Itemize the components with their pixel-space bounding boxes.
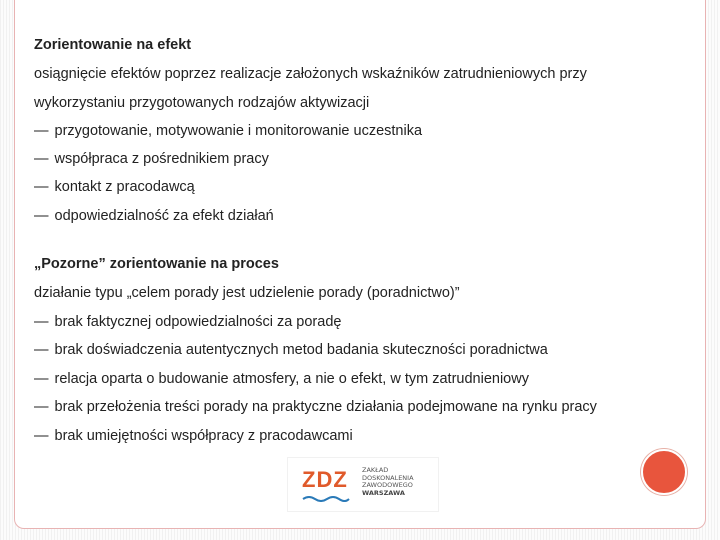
bullet-text: odpowiedzialność za efekt działań [54, 208, 274, 224]
section2-description: działanie typu „celem porady jest udzielenie porady (poradnictwo)” [34, 285, 460, 301]
logo-line4: WARSZAWA [362, 488, 405, 497]
bullet-dash: — [34, 179, 49, 195]
wave-icon [302, 494, 350, 502]
section1-bullet [34, 122, 422, 140]
bullet-text: relacja oparta o budowanie atmosfery, a nie o efekt, w tym zatrudnieniowy [54, 371, 529, 387]
decorative-circle [641, 449, 687, 495]
logo-line2: DOSKONALENIA [362, 473, 414, 482]
section2-bullet [34, 398, 597, 416]
logo-mark: ZDZ [302, 467, 348, 492]
section1-heading: Zorientowanie na efekt [34, 37, 192, 53]
bullet-text: przygotowanie, motywowanie i monitorowanie uczestnika [54, 123, 423, 139]
bullet-dash: — [34, 399, 49, 415]
section2-bullet [34, 370, 529, 388]
logo-line1: ZAKŁAD [362, 466, 389, 474]
section2-bullet [34, 427, 353, 445]
section2-heading: „Pozorne” zorientowanie na proces [34, 256, 279, 272]
bullet-dash: — [34, 428, 49, 444]
section1-bullet [34, 207, 274, 225]
section2-bullet [34, 313, 341, 331]
bullet-dash: — [34, 123, 49, 139]
section1-bullet [34, 150, 269, 168]
bullet-text: kontakt z pracodawcą [54, 179, 195, 195]
bullet-dash: — [34, 314, 49, 330]
bullet-text: brak faktycznej odpowiedzialności za poradę [54, 314, 342, 330]
section1-description-line2: wykorzystaniu przygotowanych rodzajów aktywizacji [34, 95, 370, 111]
bullet-dash: — [34, 342, 49, 358]
bullet-text: brak przełożenia treści porady na praktyczne działania podejmowane na rynku pracy [54, 399, 597, 415]
section1-description-line1: osiągnięcie efektów poprzez realizacje założonych wskaźników zatrudnieniowych przy [34, 66, 587, 82]
bullet-text: współpraca z pośrednikiem pracy [54, 151, 269, 167]
bullet-dash: — [34, 208, 49, 224]
section2-bullet [34, 341, 548, 359]
bullet-text: brak doświadczenia autentycznych metod badania skuteczności poradnictwa [54, 342, 548, 358]
section1-bullet [34, 178, 195, 196]
bullet-dash: — [34, 151, 49, 167]
bullet-text: brak umiejętności współpracy z pracodawcami [54, 428, 353, 444]
logo-line3: ZAWODOWEGO [362, 481, 413, 489]
logo-text [362, 467, 414, 497]
bullet-dash: — [34, 371, 49, 387]
zdz-logo [287, 457, 439, 512]
